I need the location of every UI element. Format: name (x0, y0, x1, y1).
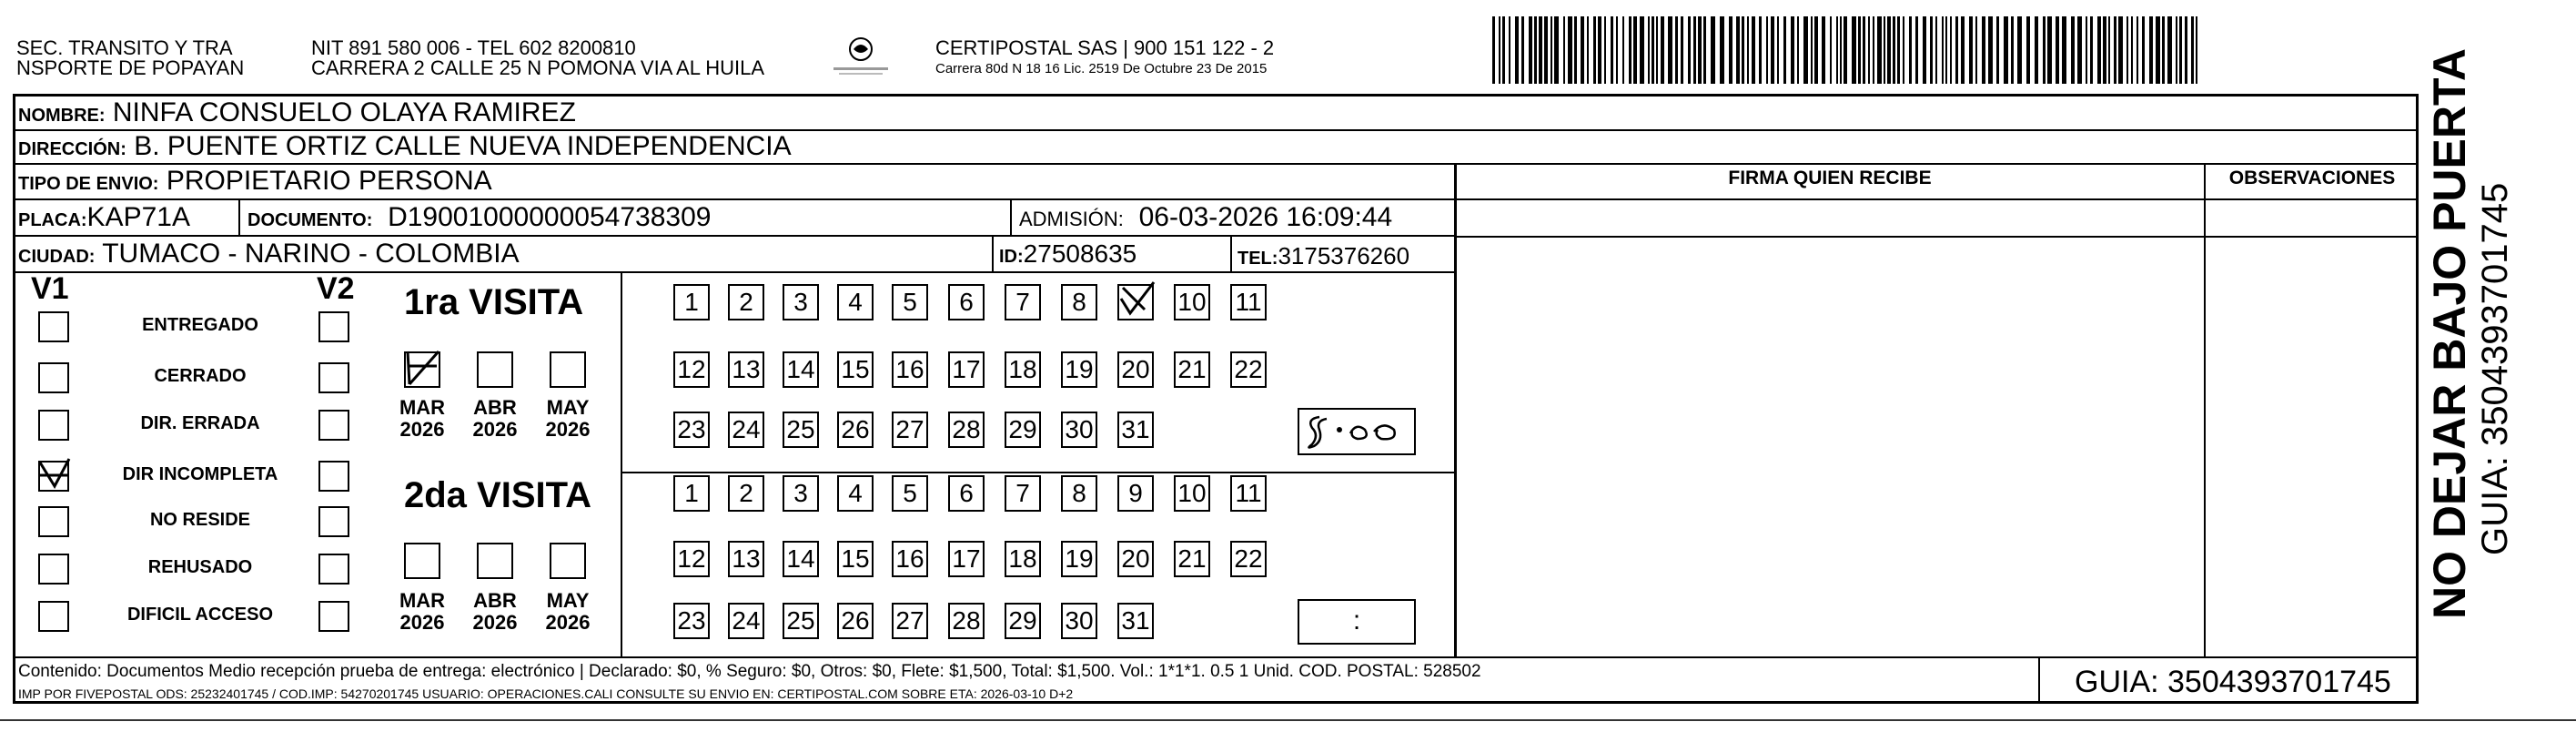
visit2-day-box[interactable]: 18 (1005, 541, 1041, 577)
barcode-bar (1766, 16, 1768, 84)
visit1-day-box[interactable]: 29 (1005, 412, 1041, 448)
visit1-day-box[interactable]: 21 (1174, 351, 1210, 388)
month-name: MAR (399, 589, 446, 612)
visit1-day-box[interactable]: 6 (948, 284, 985, 320)
barcode-bar (1640, 16, 1644, 84)
v2-label: V2 (317, 271, 355, 306)
month-name: MAY (546, 589, 590, 612)
v1-checkbox[interactable] (38, 461, 69, 492)
barcode-bar (1822, 16, 1825, 84)
side-warning: NO DEJAR BAJO PUERTA (2424, 48, 2475, 619)
barcode-bar (2062, 16, 2066, 84)
month-label (540, 397, 595, 441)
documento-label: DOCUMENTO: (247, 210, 373, 230)
visit1-day-box[interactable]: 15 (837, 351, 874, 388)
barcode-bar (2185, 16, 2187, 84)
barcode-bar (1909, 16, 1912, 84)
barcode-bar (1668, 16, 1672, 84)
tel-field (1237, 239, 1409, 275)
tipo-value: PROPIETARIO PERSONA (166, 166, 492, 196)
status-label: DIR INCOMPLETA (122, 464, 278, 484)
placa-label: PLACA: (18, 210, 87, 230)
visit2-day-box[interactable]: 29 (1005, 603, 1041, 639)
visit1-day-box[interactable]: 16 (892, 351, 928, 388)
v2-checkbox[interactable] (318, 362, 349, 393)
month-label (468, 397, 522, 441)
barcode-bar (2017, 16, 2022, 84)
footer-contenido: Contenido: Documentos Medio recepción prueba de entrega: electrónico | Declarado: $0, % Seguro: $0, Otros: $0, Flete: $1,500, Total: $1,500. Vol.: 1*1*1. 0.5 1 Unid. COD. POSTAL: 528502 (18, 662, 1481, 681)
v2-checkbox[interactable] (318, 461, 349, 492)
visit2-day-box[interactable]: 10 (1174, 475, 1210, 512)
visit1-day-box[interactable]: 28 (948, 412, 985, 448)
barcode-bar (1747, 16, 1749, 84)
admision-field (1019, 201, 1392, 236)
barcode-bar (1581, 16, 1584, 84)
visit2-day-box[interactable]: 11 (1230, 475, 1267, 512)
barcode-bar (1629, 16, 1631, 84)
visit2-day-box[interactable]: 21 (1174, 541, 1210, 577)
barcode-bar (2131, 16, 2133, 84)
v2-checkbox[interactable] (318, 554, 349, 585)
month-label (395, 397, 450, 441)
barcode-bar (1930, 16, 1933, 84)
nombre-row (18, 97, 576, 132)
check-mark-icon (402, 348, 442, 388)
barcode-bar (2097, 16, 2101, 84)
barcode-bar (1783, 16, 1786, 84)
visit1-day-box[interactable]: 26 (837, 412, 874, 448)
nombre-value: NINFA CONSUELO OLAYA RAMIREZ (112, 97, 576, 127)
barcode-icon (1492, 16, 2202, 84)
barcode-bar (1945, 16, 1947, 84)
barcode-bar (1661, 16, 1664, 84)
barcode-bar (1915, 16, 1918, 84)
barcode-bar (1969, 16, 1973, 84)
carrier-logo-icon (824, 35, 897, 80)
barcode-bar (1587, 16, 1589, 84)
barcode-bar (2011, 16, 2014, 84)
barcode-bar (1544, 16, 1548, 84)
visit1-day-box[interactable]: 24 (728, 412, 764, 448)
barcode-bar (1873, 16, 1874, 84)
barcode-bar (2179, 16, 2182, 84)
barcode-bar (2191, 16, 2194, 84)
barcode-bar (1935, 16, 1937, 84)
barcode-bar (2137, 16, 2138, 84)
month-year: 2026 (399, 611, 445, 634)
month-checkbox[interactable] (404, 351, 440, 388)
visit1-day-box[interactable]: 11 (1230, 284, 1267, 320)
barcode-bar (1554, 16, 1559, 84)
barcode-bar (1563, 16, 1565, 84)
visit2-day-box[interactable]: 31 (1117, 603, 1154, 639)
visit1-day-box[interactable]: 17 (948, 351, 985, 388)
barcode-bar (1942, 16, 1944, 84)
visit1-day-box[interactable]: 30 (1061, 412, 1097, 448)
barcode-bar (1863, 16, 1865, 84)
sender-line-2: NSPORTE DE POPAYAN (16, 56, 245, 79)
barcode-bar (2077, 16, 2082, 84)
visit2-day-box[interactable]: 22 (1230, 541, 1267, 577)
v1-checkbox[interactable] (38, 506, 69, 537)
month-year: 2026 (472, 611, 518, 634)
barcode-bar (1648, 16, 1650, 84)
sender-nit: NIT 891 580 006 - TEL 602 8200810 (311, 36, 636, 59)
barcode-bar (2090, 16, 2093, 84)
barcode-bar (1887, 16, 1891, 84)
direccion-value: B. PUENTE ORTIZ CALLE NUEVA INDEPENDENCIA (134, 131, 792, 161)
month-label (395, 590, 450, 634)
id-value: 27508635 (1023, 239, 1137, 268)
barcode-bar (2114, 16, 2116, 84)
barcode-bar (1852, 16, 1856, 84)
status-label: REHUSADO (147, 557, 253, 577)
visit2-day-box[interactable]: 2 (728, 475, 764, 512)
visit2-day-box[interactable]: 19 (1061, 541, 1097, 577)
v1-checkbox[interactable] (38, 311, 69, 342)
carrier-line-2: Carrera 80d N 18 16 Lic. 2519 De Octubre 23 De 2015 (935, 61, 1268, 76)
barcode-bar (1736, 16, 1740, 84)
barcode-bar (1961, 16, 1965, 84)
status-label: DIR. ERRADA (140, 413, 260, 433)
barcode-bar (1797, 16, 1799, 84)
tipo-label: TIPO DE ENVIO: (18, 174, 159, 194)
barcode-bar (1611, 16, 1613, 84)
visit1-day-box[interactable]: 12 (673, 351, 710, 388)
barcode-bar (2176, 16, 2177, 84)
barcode-bar (1515, 16, 1519, 84)
barcode-bar (1996, 16, 1999, 84)
barcode-bar (1598, 16, 1601, 84)
check-mark-icon (36, 457, 73, 493)
barcode-bar (1574, 16, 1577, 84)
month-year: 2026 (472, 418, 518, 441)
barcode-bar (2142, 16, 2145, 84)
visit1-day-box[interactable]: 10 (1174, 284, 1210, 320)
barcode-bar (1675, 16, 1678, 84)
visit1-day-box[interactable]: 5 (892, 284, 928, 320)
month-checkbox[interactable] (550, 543, 586, 579)
barcode-bar (1777, 16, 1779, 84)
month-label (468, 590, 522, 634)
barcode-bar (1884, 16, 1885, 84)
barcode-bar (1836, 16, 1838, 84)
barcode-bar (1703, 16, 1706, 84)
month-label (540, 590, 595, 634)
barcode-bar (1771, 16, 1774, 84)
barcode-bar (1492, 16, 1495, 84)
id-field (999, 238, 1136, 273)
barcode-bar (2071, 16, 2075, 84)
barcode-bar (2004, 16, 2008, 84)
observations-area[interactable] (2207, 202, 2415, 654)
barcode-bar (1803, 16, 1808, 84)
visit1-time-box[interactable] (1298, 408, 1416, 455)
v1-checkbox[interactable] (38, 601, 69, 632)
handwritten-time-icon (1299, 410, 1414, 453)
visit1-day-box[interactable]: 23 (673, 412, 710, 448)
visit1-day-box[interactable]: 25 (783, 412, 819, 448)
barcode-bar (1656, 16, 1658, 84)
visit2-day-box[interactable]: 20 (1117, 541, 1154, 577)
status-label: DIFICIL ACCESO (126, 605, 273, 625)
direccion-row (18, 130, 792, 166)
barcode-bar (1923, 16, 1926, 84)
footer-imp: IMP POR FIVEPOSTAL ODS: 25232401745 / COD.IMP: 54270201745 USUARIO: OPERACIONES.CALI CONSULTE SU ENVIO EN: CERTIPOSTAL.COM SOBRE ETA: 2026-03-10 D+2 (18, 686, 1074, 701)
barcode-bar (2056, 16, 2059, 84)
barcode-bar (1551, 16, 1552, 84)
admision-value: 06-03-2026 16:09:44 (1138, 202, 1393, 232)
barcode-bar (1502, 16, 1505, 84)
visit2-day-box[interactable]: 4 (837, 475, 874, 512)
visit2-day-box[interactable]: 27 (892, 603, 928, 639)
barcode-bar (1955, 16, 1958, 84)
visit2-day-box[interactable]: 16 (892, 541, 928, 577)
barcode-bar (1903, 16, 1904, 84)
visit2-day-box[interactable]: 30 (1061, 603, 1097, 639)
visit1-day-box[interactable]: 19 (1061, 351, 1097, 388)
signature-area[interactable] (1460, 239, 2200, 654)
visit1-day-box[interactable]: 4 (837, 284, 874, 320)
nombre-label: NOMBRE: (18, 106, 106, 126)
barcode-bar (1982, 16, 1985, 84)
barcode-bar (1988, 16, 1993, 84)
month-checkbox[interactable] (477, 351, 513, 388)
visit2-day-box[interactable]: 12 (673, 541, 710, 577)
visit2-day-box[interactable]: 25 (783, 603, 819, 639)
tel-label: TEL: (1237, 249, 1278, 269)
month-checkbox[interactable] (477, 543, 513, 579)
barcode-bar (1975, 16, 1977, 84)
barcode-bar (2035, 16, 2038, 84)
visit2-day-box[interactable]: 17 (948, 541, 985, 577)
visit1-day-box[interactable] (1117, 284, 1154, 320)
visit2-day-box[interactable]: 7 (1005, 475, 1041, 512)
barcode-bar (1616, 16, 1618, 84)
visit2-day-box[interactable]: 6 (948, 475, 985, 512)
barcode-bar (1521, 16, 1524, 84)
barcode-bar (1830, 16, 1832, 84)
v2-checkbox[interactable] (318, 601, 349, 632)
tipo-row (18, 165, 492, 200)
firma-header: FIRMA QUIEN RECIBE (1728, 168, 1932, 188)
visit1-day-box[interactable]: 1 (673, 284, 710, 320)
month-year: 2026 (399, 418, 445, 441)
barcode-bar (2149, 16, 2153, 84)
barcode-bar (1844, 16, 1847, 84)
barcode-bar (1681, 16, 1683, 84)
month-checkbox[interactable] (404, 543, 440, 579)
sender-line-1: SEC. TRANSITO Y TRA (16, 36, 233, 59)
status-label: ENTREGADO (142, 315, 258, 335)
placa-value: KAP71A (86, 202, 190, 232)
barcode-bar (2156, 16, 2160, 84)
barcode-bar (1811, 16, 1813, 84)
tel-value: 3175376260 (1278, 242, 1410, 269)
visit2-day-box[interactable]: 15 (837, 541, 874, 577)
visit1-day-box[interactable]: 18 (1005, 351, 1041, 388)
month-name: MAR (399, 396, 446, 419)
barcode-bar (2167, 16, 2172, 84)
barcode-bar (2196, 16, 2197, 84)
barcode-bar (1698, 16, 1702, 84)
visit1-day-box[interactable]: 13 (728, 351, 764, 388)
id-label: ID: (999, 247, 1024, 267)
barcode-bar (1509, 16, 1510, 84)
visit2-day-box[interactable]: 28 (948, 603, 985, 639)
visit1-day-box[interactable]: 27 (892, 412, 928, 448)
visit1-day-box[interactable]: 31 (1117, 412, 1154, 448)
barcode-bar (2126, 16, 2128, 84)
barcode-bar (2086, 16, 2087, 84)
month-checkbox[interactable] (550, 351, 586, 388)
direccion-label: DIRECCIÓN: (18, 139, 126, 159)
barcode-bar (1840, 16, 1842, 84)
barcode-bar (1499, 16, 1500, 84)
month-name: ABR (473, 396, 517, 419)
barcode-bar (1897, 16, 1900, 84)
barcode-bar (1622, 16, 1624, 84)
barcode-bar (2162, 16, 2165, 84)
v2-checkbox[interactable] (318, 410, 349, 441)
visit2-day-box[interactable]: 5 (892, 475, 928, 512)
barcode-bar (1534, 16, 1537, 84)
visit2-day-box[interactable]: 13 (728, 541, 764, 577)
barcode-bar (1604, 16, 1606, 84)
v1-checkbox[interactable] (38, 554, 69, 585)
ciudad-field (18, 238, 520, 273)
v2-checkbox[interactable] (318, 311, 349, 342)
barcode-bar (1814, 16, 1818, 84)
month-name: ABR (473, 589, 517, 612)
barcode-bar (1633, 16, 1637, 84)
barcode-bar (2108, 16, 2110, 84)
visit1-day-box[interactable]: 22 (1230, 351, 1267, 388)
visit2-day-box[interactable]: 9 (1117, 475, 1154, 512)
barcode-bar (1693, 16, 1696, 84)
barcode-bar (1539, 16, 1542, 84)
visit1-day-box[interactable]: 2 (728, 284, 764, 320)
barcode-bar (1729, 16, 1732, 84)
status-label: CERRADO (154, 366, 247, 386)
admision-label: ADMISIÓN: (1019, 208, 1124, 230)
v1-checkbox[interactable] (38, 410, 69, 441)
ciudad-label: CIUDAD: (18, 247, 96, 267)
visit1-day-box[interactable]: 14 (783, 351, 819, 388)
barcode-bar (1593, 16, 1596, 84)
barcode-bar (1711, 16, 1715, 84)
barcode-bar (1568, 16, 1572, 84)
barcode-bar (2043, 16, 2046, 84)
footer-guia: GUIA: 3504393701745 (2075, 665, 2391, 699)
barcode-bar (1742, 16, 1744, 84)
month-name: MAY (546, 396, 590, 419)
check-mark-icon (1116, 279, 1159, 319)
visit2-day-box[interactable]: 23 (673, 603, 710, 639)
visit1-day-box[interactable]: 8 (1061, 284, 1097, 320)
visit1-day-box[interactable]: 20 (1117, 351, 1154, 388)
side-guia: GUIA: 3504393701745 (2475, 182, 2515, 555)
barcode-bar (2103, 16, 2106, 84)
status-label: NO RESIDE (149, 510, 251, 530)
documento-value: D19001000000054738309 (388, 202, 712, 232)
barcode-bar (1688, 16, 1691, 84)
barcode-bar (2118, 16, 2123, 84)
month-year: 2026 (545, 418, 591, 441)
barcode-bar (1893, 16, 1895, 84)
observaciones-header: OBSERVACIONES (2228, 168, 2396, 188)
v1-checkbox[interactable] (38, 362, 69, 393)
visit2-day-box[interactable]: 1 (673, 475, 710, 512)
visit1-day-box[interactable]: 3 (783, 284, 819, 320)
barcode-bar (1791, 16, 1794, 84)
ciudad-value: TUMACO - NARINO - COLOMBIA (102, 239, 520, 269)
barcode-bar (1877, 16, 1882, 84)
placa-field (18, 201, 190, 237)
month-year: 2026 (545, 611, 591, 634)
visit2-day-box[interactable]: 3 (783, 475, 819, 512)
barcode-bar (1752, 16, 1755, 84)
barcode-bar (2047, 16, 2052, 84)
v1-label: V1 (31, 271, 69, 306)
barcode-bar (1652, 16, 1654, 84)
barcode-bar (2026, 16, 2030, 84)
visit2-day-box[interactable]: 14 (783, 541, 819, 577)
barcode-bar (1950, 16, 1952, 84)
barcode-bar (1858, 16, 1861, 84)
visit2-day-box[interactable]: 8 (1061, 475, 1097, 512)
barcode-bar (1529, 16, 1532, 84)
barcode-bar (1759, 16, 1762, 84)
visit2-day-box[interactable]: 24 (728, 603, 764, 639)
documento-field (247, 201, 711, 237)
visit1-day-box[interactable]: 7 (1005, 284, 1041, 320)
barcode-bar (1868, 16, 1870, 84)
visit2-day-box[interactable]: 26 (837, 603, 874, 639)
sender-address: CARRERA 2 CALLE 25 N POMONA VIA AL HUILA (311, 56, 765, 79)
visit2-time-box[interactable]: : (1298, 599, 1416, 645)
visit2-title: 2da VISITA (404, 475, 591, 515)
visit1-title: 1ra VISITA (404, 282, 584, 322)
carrier-line-1: CERTIPOSTAL SAS | 900 151 122 - 2 (935, 36, 1275, 59)
barcode-bar (1720, 16, 1724, 84)
v2-checkbox[interactable] (318, 506, 349, 537)
